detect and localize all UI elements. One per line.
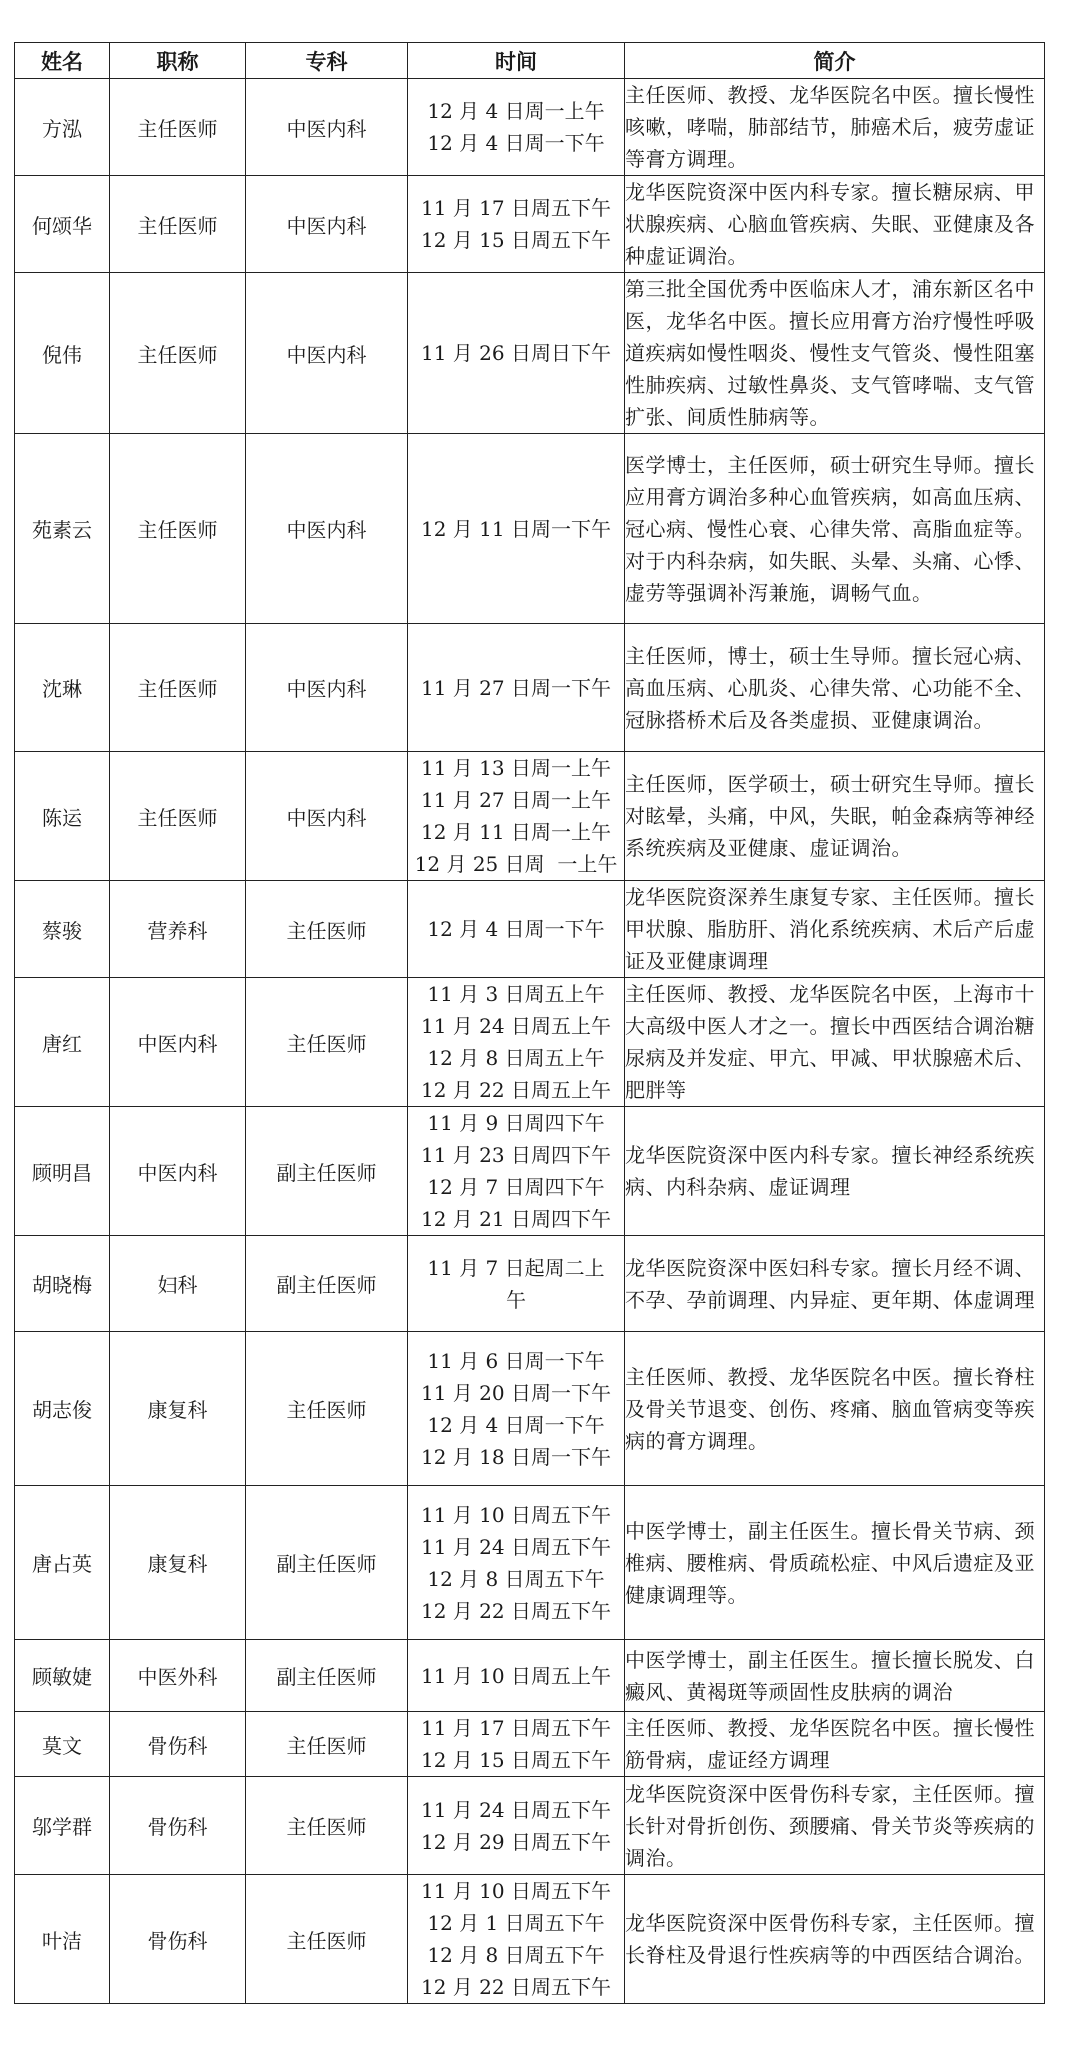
doctor-title: 中医外科: [110, 1640, 246, 1712]
doctor-specialty: 中医内科: [246, 624, 408, 752]
doctor-intro: 龙华医院资深养生康复专家、主任医师。擅长甲状腺、脂肪肝、消化系统疾病、术后产后虚证及亚健康调理: [625, 881, 1045, 978]
table-row: [15, 978, 1045, 1107]
schedule-times: [408, 881, 625, 978]
header-specialty: 专科: [246, 43, 408, 79]
doctor-intro: 龙华医院资深中医妇科专家。擅长月经不调、不孕、孕前调理、内异症、更年期、体虚调理: [625, 1236, 1045, 1332]
schedule-times: [408, 176, 625, 273]
schedule-time-slot: 12 月 18 日周一下午: [421, 1444, 611, 1469]
schedule-time-slot: 11 月 20 日周一下午: [421, 1380, 611, 1405]
doctor-specialty: 主任医师: [246, 978, 408, 1107]
schedule-time-slot: 11 月 24 日周五下午: [421, 1534, 611, 1559]
schedule-times: [408, 1107, 625, 1236]
schedule-time-slot: 11 月 17 日周五下午: [421, 1716, 611, 1740]
schedule-time-slot: 12 月 4 日周一上午: [427, 99, 605, 123]
doctor-title: 主任医师: [110, 624, 246, 752]
doctor-title: 主任医师: [110, 752, 246, 881]
doctor-name: 何颂华: [15, 176, 110, 273]
schedule-time-slot: 12 月 22 日周五上午: [421, 1078, 611, 1102]
schedule-time-slot: 11 月 24 日周五下午: [421, 1797, 611, 1822]
doctor-name: 莫文: [15, 1712, 110, 1777]
doctor-title: 骨伤科: [110, 1875, 246, 2004]
doctor-title: 骨伤科: [110, 1777, 246, 1875]
doctor-intro: 中医学博士，副主任医生。擅长骨关节病、颈椎病、腰椎病、骨质疏松症、中风后遗症及亚健康调理等。: [625, 1486, 1045, 1640]
schedule-times: [408, 1236, 625, 1332]
doctor-specialty: 主任医师: [246, 1332, 408, 1486]
schedule-time-slot: 11 月 10 日周五上午: [421, 1663, 611, 1688]
header-time: 时间: [408, 43, 625, 79]
schedule-time-slot: 11 月 23 日周四下午: [421, 1143, 611, 1167]
doctor-specialty: 中医内科: [246, 79, 408, 176]
schedule-time-slot: 11 月 27 日周一下午: [421, 675, 611, 700]
table-row: [15, 1777, 1045, 1875]
schedule-time-slot: 12 月 8 日周五下午: [427, 1566, 605, 1591]
schedule-times: [408, 978, 625, 1107]
schedule-times: [408, 1640, 625, 1712]
doctor-title: 骨伤科: [110, 1712, 246, 1777]
schedule-time-slot: 12 月 7 日周四下午: [427, 1175, 605, 1199]
doctor-intro: 主任医师、教授、龙华医院名中医。擅长慢性咳嗽，哮喘，肺部结节，肺癌术后，疲劳虚证等膏方调理。: [625, 79, 1045, 176]
table-row: [15, 273, 1045, 434]
schedule-time-slot: 12 月 1 日周五下午: [427, 1911, 605, 1935]
schedule-times: [408, 1712, 625, 1777]
schedule-time-slot: 12 月 21 日周四下午: [421, 1207, 611, 1231]
table-row: [15, 624, 1045, 752]
doctor-title: 主任医师: [110, 434, 246, 624]
doctor-specialty: 副主任医师: [246, 1640, 408, 1712]
schedule-time-slot: 12 月 11 日周一上午: [421, 820, 611, 844]
schedule-time-slot: 11 月 10 日周五下午: [421, 1502, 611, 1527]
schedule-time-slot: 11 月 26 日周日下午: [421, 341, 611, 365]
schedule-time-slot: 12 月 29 日周五下午: [421, 1829, 611, 1854]
doctor-title: 中医内科: [110, 1107, 246, 1236]
doctor-name: 叶洁: [15, 1875, 110, 2004]
doctor-name: 蔡骏: [15, 881, 110, 978]
doctor-intro: 中医学博士，副主任医生。擅长擅长脱发、白癜风、黄褐斑等顽固性皮肤病的调治: [625, 1640, 1045, 1712]
schedule-time-slot: 12 月 15 日周五下午: [421, 228, 611, 252]
schedule-times: [408, 752, 625, 881]
table-row: [15, 881, 1045, 978]
doctor-name: 方泓: [15, 79, 110, 176]
table-row: [15, 1875, 1045, 2004]
doctor-specialty: 主任医师: [246, 1875, 408, 2004]
doctor-intro: 主任医师，博士，硕士生导师。擅长冠心病、高血压病、心肌炎、心律失常、心功能不全、冠脉搭桥术后及各类虚损、亚健康调治。: [625, 624, 1045, 752]
schedule-times: [408, 1875, 625, 2004]
doctor-name: 胡志俊: [15, 1332, 110, 1486]
doctor-name: 陈运: [15, 752, 110, 881]
doctor-name: 沈琳: [15, 624, 110, 752]
header-title: 职称: [110, 43, 246, 79]
schedule-times: [408, 1777, 625, 1875]
schedule-time-slot: 12 月 4 日周一下午: [427, 131, 605, 155]
schedule-times: [408, 273, 625, 434]
doctor-specialty: 中医内科: [246, 176, 408, 273]
doctor-specialty: 副主任医师: [246, 1236, 408, 1332]
table-row: [15, 1107, 1045, 1236]
schedule-times: [408, 79, 625, 176]
doctor-specialty: 副主任医师: [246, 1107, 408, 1236]
doctor-title: 中医内科: [110, 978, 246, 1107]
schedule-time-slot: 11 月 13 日周一上午: [421, 756, 611, 780]
doctor-name: 顾明昌: [15, 1107, 110, 1236]
table-row: [15, 434, 1045, 624]
schedule-time-slot: 12 月 15 日周五下午: [421, 1748, 611, 1772]
doctor-specialty: 中医内科: [246, 273, 408, 434]
table-row: [15, 1712, 1045, 1777]
doctor-intro: 医学博士，主任医师，硕士研究生导师。擅长应用膏方调治多种心血管疾病，如高血压病、冠心病、慢性心衰、心律失常、高脂血症等。对于内科杂病，如失眠、头晕、头痛、心悸、虚劳等强调补泻兼施，调畅气血。: [625, 434, 1045, 624]
expert-schedule-table: [14, 42, 1045, 2004]
table-row: [15, 1640, 1045, 1712]
schedule-time-slot: 11 月 10 日周五下午: [421, 1879, 611, 1903]
schedule-time-slot: 12 月 8 日周五下午: [427, 1943, 605, 1967]
doctor-intro: 主任医师、教授、龙华医院名中医。擅长慢性筋骨病，虚证经方调理: [625, 1712, 1045, 1777]
doctor-title: 主任医师: [110, 176, 246, 273]
schedule-time-slot: 12 月 4 日周一下午: [427, 1412, 605, 1437]
doctor-name: 顾敏婕: [15, 1640, 110, 1712]
doctor-intro: 主任医师、教授、龙华医院名中医。擅长脊柱及骨关节退变、创伤、疼痛、脑血管病变等疾病的膏方调理。: [625, 1332, 1045, 1486]
table-row: [15, 1332, 1045, 1486]
schedule-times: [408, 624, 625, 752]
header-row: [15, 43, 1045, 79]
schedule-times: [408, 1332, 625, 1486]
schedule-time-slot: 12 月 25 日周 一上午: [414, 852, 618, 876]
schedule-time-slot: 11 月 7 日起周二上午: [427, 1255, 605, 1312]
table-row: [15, 176, 1045, 273]
doctor-name: 邬学群: [15, 1777, 110, 1875]
doctor-specialty: 副主任医师: [246, 1486, 408, 1640]
doctor-intro: 龙华医院资深中医骨伤科专家，主任医师。擅长针对骨折创伤、颈腰痛、骨关节炎等疾病的调治。: [625, 1777, 1045, 1875]
doctor-specialty: 中医内科: [246, 752, 408, 881]
schedule-times: [408, 434, 625, 624]
schedule-time-slot: 11 月 27 日周一上午: [421, 788, 611, 812]
doctor-name: 唐占英: [15, 1486, 110, 1640]
schedule-time-slot: 11 月 6 日周一下午: [427, 1348, 605, 1373]
doctor-name: 胡晓梅: [15, 1236, 110, 1332]
doctor-specialty: 主任医师: [246, 881, 408, 978]
doctor-title: 营养科: [110, 881, 246, 978]
doctor-title: 康复科: [110, 1486, 246, 1640]
doctor-specialty: 主任医师: [246, 1777, 408, 1875]
doctor-intro: 龙华医院资深中医内科专家。擅长神经系统疾病、内科杂病、虚证调理: [625, 1107, 1045, 1236]
header-intro: 简介: [625, 43, 1045, 79]
doctor-title: 主任医师: [110, 79, 246, 176]
doctor-specialty: 中医内科: [246, 434, 408, 624]
table-row: [15, 1236, 1045, 1332]
doctor-title: 康复科: [110, 1332, 246, 1486]
table-row: [15, 79, 1045, 176]
doctor-specialty: 主任医师: [246, 1712, 408, 1777]
schedule-time-slot: 12 月 8 日周五上午: [427, 1046, 605, 1070]
header-name: 姓名: [15, 43, 110, 79]
doctor-name: 倪伟: [15, 273, 110, 434]
schedule-time-slot: 11 月 9 日周四下午: [427, 1111, 605, 1135]
schedule-times: [408, 1486, 625, 1640]
schedule-time-slot: 12 月 11 日周一下午: [421, 516, 611, 541]
schedule-time-slot: 12 月 22 日周五下午: [421, 1975, 611, 1999]
doctor-intro: 主任医师，医学硕士，硕士研究生导师。擅长对眩晕，头痛，中风，失眠，帕金森病等神经系统疾病及亚健康、虚证调治。: [625, 752, 1045, 881]
doctor-intro: 龙华医院资深中医骨伤科专家，主任医师。擅长脊柱及骨退行性疾病等的中西医结合调治。: [625, 1875, 1045, 2004]
schedule-time-slot: 12 月 22 日周五下午: [421, 1598, 611, 1623]
table-row: [15, 1486, 1045, 1640]
doctor-name: 唐红: [15, 978, 110, 1107]
schedule-time-slot: 11 月 17 日周五下午: [421, 196, 611, 220]
schedule-time-slot: 11 月 3 日周五上午: [427, 982, 605, 1006]
doctor-title: 主任医师: [110, 273, 246, 434]
doctor-name: 苑素云: [15, 434, 110, 624]
doctor-title: 妇科: [110, 1236, 246, 1332]
doctor-intro: 龙华医院资深中医内科专家。擅长糖尿病、甲状腺疾病、心脑血管疾病、失眠、亚健康及各种虚证调治。: [625, 176, 1045, 273]
schedule-time-slot: 11 月 24 日周五上午: [421, 1014, 611, 1038]
schedule-time-slot: 12 月 4 日周一下午: [427, 917, 605, 941]
doctor-intro: 主任医师、教授、龙华医院名中医，上海市十大高级中医人才之一。擅长中西医结合调治糖尿病及并发症、甲亢、甲减、甲状腺癌术后、肥胖等: [625, 978, 1045, 1107]
table-row: [15, 752, 1045, 881]
doctor-intro: 第三批全国优秀中医临床人才，浦东新区名中医，龙华名中医。擅长应用膏方治疗慢性呼吸道疾病如慢性咽炎、慢性支气管炎、慢性阻塞性肺疾病、过敏性鼻炎、支气管哮喘、支气管扩张、间质性肺病等。: [625, 273, 1045, 434]
